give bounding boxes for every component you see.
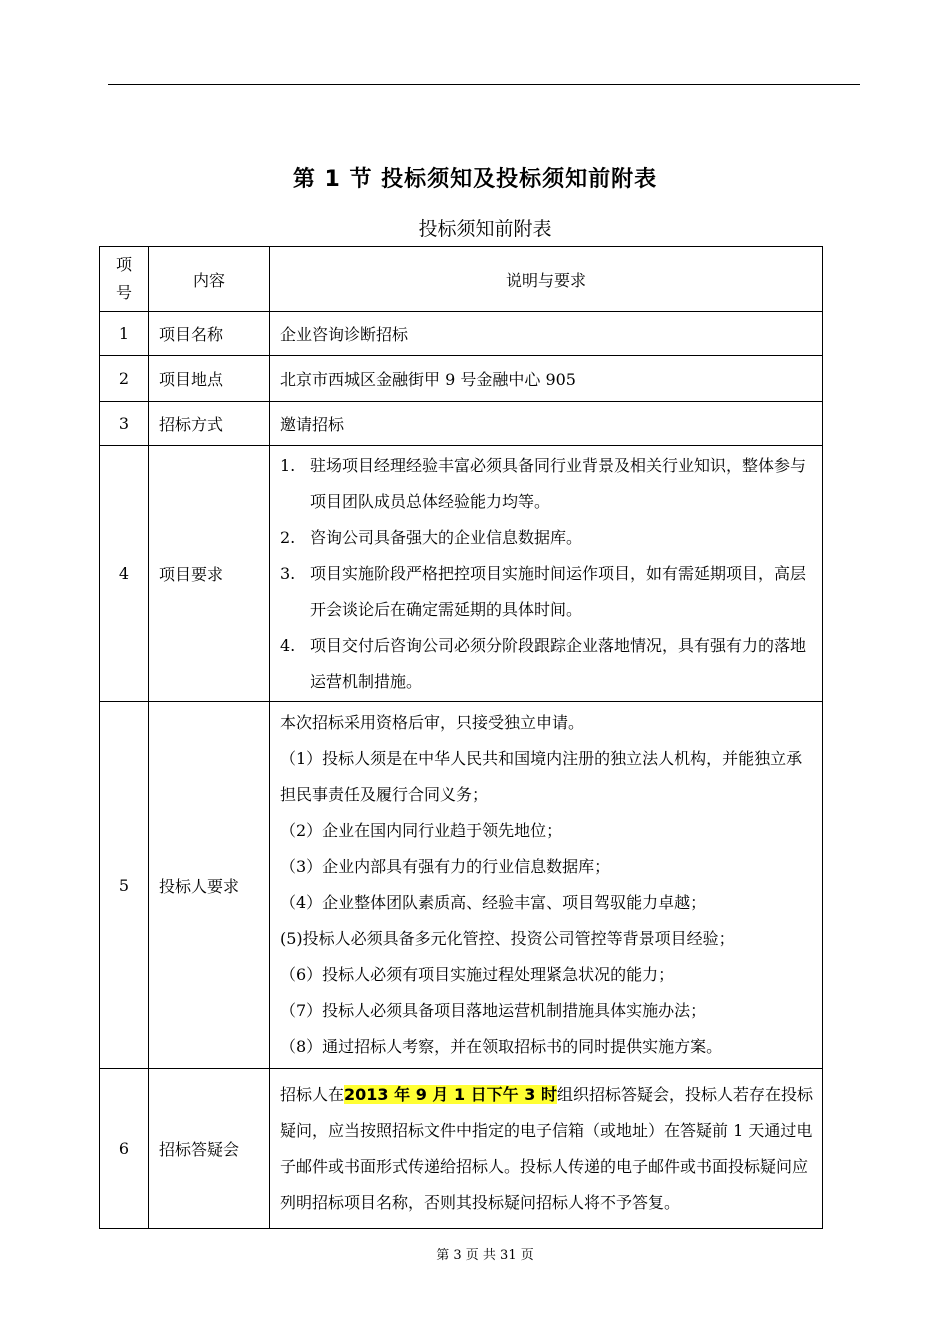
table-row [100,702,823,1069]
row-no: 4 [100,446,149,702]
row-desc: 招标人在2013 年 9 月 1 日下午 3 时组织招标答疑会，投标人若存在投标疑问，应当按照招标文件中指定的电子信箱（或地址）在答疑前 1 天通过电子邮件或书面形式传递给招标人。投标人传递的电子邮件或书面投标疑问应列明招标项目名称，否则其投标疑问招标人将不予答复。 [270,1069,823,1229]
list-item: 3. 项目实施阶段严格把控项目实施时间运作项目，如有需延期项目，高层开会谈论后在确定需延期的具体时间。 [280,563,807,619]
table-row [100,402,823,446]
list-item: 4. 项目交付后咨询公司必须分阶段跟踪企业落地情况，具有强有力的落地运营机制措施。 [280,635,807,691]
requirements-list [280,448,814,700]
row-desc [270,446,823,702]
paragraph: （8）通过招标人考察，并在领取招标书的同时提供实施方案。 [280,1037,723,1056]
row-desc: 企业咨询诊断招标 [270,312,823,356]
list-item: 2. 咨询公司具备强大的企业信息数据库。 [280,527,583,547]
instructions-table [99,246,823,1229]
header-no: 项 号 [100,247,149,312]
table-row [100,446,823,702]
row-no: 6 [100,1069,149,1229]
table-title: 投标须知前附表 [418,218,552,240]
list-item: 1. 驻场项目经理经验丰富必须具备同行业背景及相关行业知识，整体参与项目团队成员总体经验能力均等。 [280,455,807,511]
row-desc: 邀请招标 [270,402,823,446]
paragraph: （4）企业整体团队素质高、经验丰富、项目驾驭能力卓越； [280,893,707,912]
row-item: 投标人要求 [149,702,270,1069]
row-no: 1 [100,312,149,356]
header-desc: 说明与要求 [270,247,823,312]
row-desc [270,702,823,1069]
row-item: 招标答疑会 [149,1069,270,1229]
table-header-row [100,247,823,312]
row-item: 项目地点 [149,356,270,402]
paragraph: （6）投标人必须有项目实施过程处理紧急状况的能力； [280,965,675,984]
row-no: 3 [100,402,149,446]
row-item: 项目要求 [149,446,270,702]
section-title: 第 1 节 投标须知及投标须知前附表 [292,167,658,192]
paragraph: （2）企业在国内同行业趋于领先地位； [280,821,563,840]
highlighted-date: 2013 年 9 月 1 日下午 3 时 [344,1084,557,1104]
row-item: 项目名称 [149,312,270,356]
table-row [100,356,823,402]
header-rule [108,84,860,85]
row-no: 5 [100,702,149,1069]
page-footer: 第 3 页 共 31 页 [436,1248,534,1263]
row-item: 招标方式 [149,402,270,446]
paragraph: 本次招标采用资格后审，只接受独立申请。 [280,713,585,732]
paragraph: （1）投标人须是在中华人民共和国境内注册的独立法人机构，并能独立承担民事责任及履行合同义务； [280,749,803,804]
table-row [100,1069,823,1229]
paragraph: (5)投标人必须具备多元化管控、投资公司管控等背景项目经验； [280,929,735,948]
header-item: 内容 [149,247,270,312]
row-no: 2 [100,356,149,402]
table-row [100,312,823,356]
paragraph: （7）投标人必须具备项目落地运营机制措施具体实施办法； [280,1001,707,1020]
paragraph: （3）企业内部具有强有力的行业信息数据库； [280,857,611,876]
row-desc: 北京市西城区金融街甲 9 号金融中心 905 [270,356,823,402]
